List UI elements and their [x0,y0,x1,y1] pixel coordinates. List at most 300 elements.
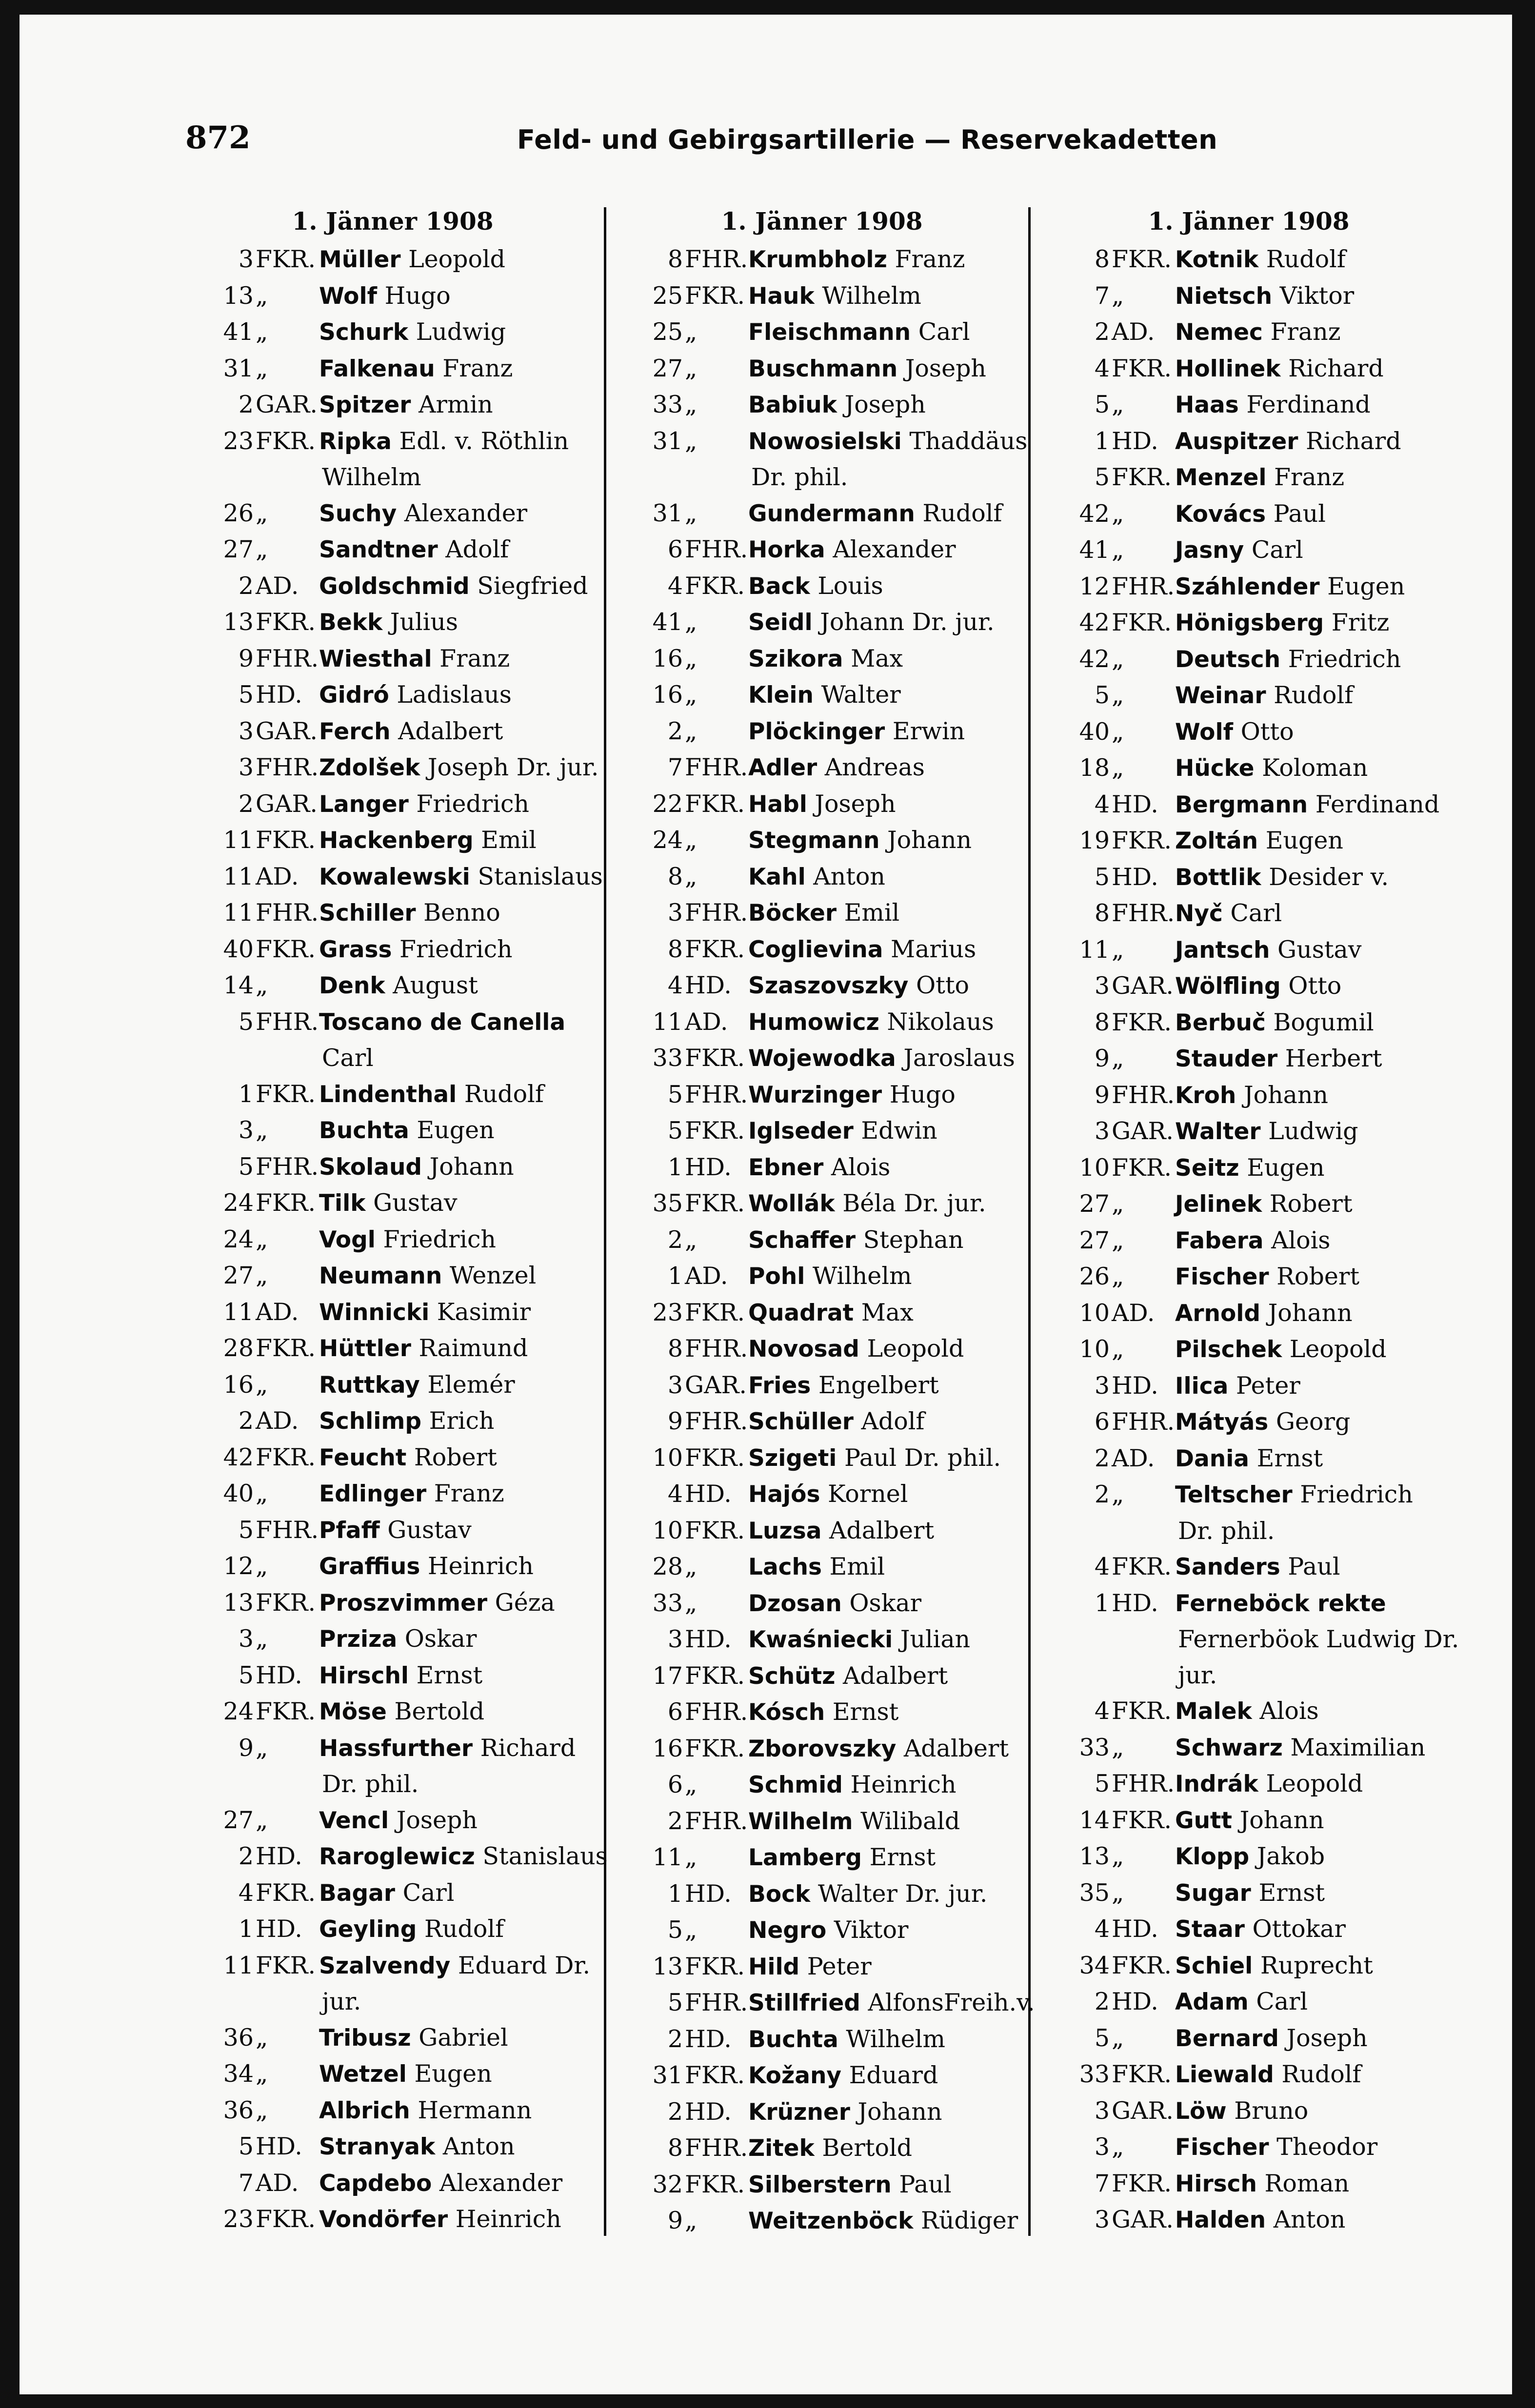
entry-number: 41 [1079,536,1110,564]
entry-unit: „ [1112,281,1124,310]
entry-surname: Geyling [319,1916,417,1943]
entry-number: 5 [238,1152,254,1181]
entry-unit: „ [685,427,698,455]
list-item [180,1367,605,1403]
entry-surname: Gidró [319,682,389,709]
entry-surname: Langer [319,790,409,818]
list-item [180,1585,605,1621]
entry-unit: „ [1112,717,1124,746]
entry-number: 16 [652,681,683,709]
list-item [1037,1150,1461,1186]
entry-number: 5 [1094,681,1110,709]
entry-number: 10 [1079,1335,1110,1363]
entry-unit: FKR. [256,1443,316,1471]
list-item [610,1949,1034,1985]
entry-unit: FHR. [1112,1770,1175,1797]
entry-number: 4 [1094,1553,1110,1580]
entry-surname: Schiel [1175,1952,1253,1979]
entry-continuation: Dr. phil. [1178,1517,1275,1545]
entry-surname: Hirsch [1175,2170,1257,2197]
entry-unit: „ [685,1589,698,1617]
entry-surname: Plöckinger [748,718,885,745]
entry-surname: Stegmann [748,827,880,854]
entry-number: 2 [238,1842,254,1870]
entry-surname: Vondörfer [319,2206,448,2233]
entry-number: 31 [652,2061,683,2089]
entry-unit: FHR. [1112,572,1175,600]
entry-number: 1 [1094,427,1110,455]
entry-surname: Wiesthal [319,645,432,672]
entry-given-name: Leopold [408,245,506,273]
entry-given-name: Erwin [892,717,965,745]
list-item [1037,459,1461,496]
list-item [1037,750,1461,787]
entry-unit: „ [685,1553,698,1580]
list-item [610,895,1034,931]
entry-unit: „ [1112,935,1124,964]
entry-surname: Suchy [319,500,397,527]
entry-number: 16 [652,644,683,672]
entry-given-name: Oskar [404,1625,477,1653]
entry-number: 5 [667,1117,683,1145]
list-item [180,1004,605,1041]
entry-surname: Nemec [1175,319,1263,346]
list-item [610,859,1034,895]
entry-surname: Stauder [1175,1046,1278,1072]
entry-given-name: Edwin [861,1117,937,1145]
entry-surname: Hüttler [319,1335,411,1362]
entry-unit: FKR. [256,245,316,273]
entry-surname: Wetzel [319,2061,407,2088]
list-item [180,1476,605,1512]
entry-given-name: Rudolf [922,499,1002,527]
entry-number: 27 [223,535,254,563]
entry-number: 5 [667,1989,683,2016]
entry-given-name: Joseph [905,354,986,382]
entry-number: 11 [223,826,254,854]
entry-surname: Tilk [319,1190,366,1217]
entry-surname: Back [748,572,810,600]
entry-given-name: Alois [1271,1226,1331,1254]
entry-given-name: Ottokar [1252,1915,1346,1943]
entry-surname: Hollinek [1175,355,1281,382]
entry-surname: Albrich [319,2097,410,2124]
entry-surname: Ebner [748,1154,824,1181]
entry-given-name: Joseph Dr. jur. [427,753,599,781]
entry-surname: Buchta [319,1117,409,1144]
entry-number: 9 [1094,1081,1110,1109]
entry-unit: HD. [256,2132,302,2160]
entry-unit: „ [256,1625,268,1653]
entry-given-name: Heinrich [455,2205,561,2233]
entry-number: 23 [223,427,254,455]
list-item [610,1258,1034,1295]
entry-given-name: Robert [1276,1263,1360,1290]
entry-unit: GAR. [1112,2206,1174,2233]
list-item [610,1295,1034,1331]
entry-number: 14 [223,971,254,999]
entry-given-name: Alexander [833,535,956,563]
entry-number: 12 [1079,572,1110,600]
entry-number: 3 [1094,1371,1110,1400]
list-item [180,750,605,786]
list-item [180,568,605,605]
page-number: 872 [185,119,251,156]
list-item [180,2056,605,2092]
list-item [610,423,1034,460]
entry-surname: Hild [748,1953,800,1980]
entry-unit: FHR. [256,1007,319,1036]
list-item [610,2094,1034,2131]
entry-unit: FKR. [256,1080,316,1108]
entry-surname: Negro [748,1917,827,1944]
entry-unit: HD. [685,1153,732,1181]
list-item [610,786,1034,823]
entry-given-name: Peter [807,1952,872,1980]
entry-given-name: Johann [1239,1806,1324,1834]
entry-surname: Prziza [319,1626,398,1653]
entry-unit: AD. [1112,1299,1155,1327]
entry-given-name: Friedrich [416,790,529,818]
entry-number: 5 [238,681,254,709]
list-item [180,1548,605,1585]
entry-unit: AD. [256,572,299,600]
list-item [180,1512,605,1549]
entry-unit: FKR. [1112,609,1172,636]
entry-given-name: Hermann [418,2096,532,2124]
list-item [610,750,1034,786]
entry-unit: GAR. [256,391,318,418]
entry-number: 10 [652,1443,683,1472]
list-item [610,278,1034,315]
list-item [610,967,1034,1004]
entry-unit: „ [685,862,698,890]
entry-unit: „ [685,318,698,346]
entry-number: 27 [223,1806,254,1834]
page-header [20,15,1512,176]
entry-given-name: Eugen [1327,572,1405,600]
entry-given-name: Otto [1288,972,1342,1000]
entry-number: 31 [652,427,683,455]
list-item [610,931,1034,968]
list-item [610,822,1034,859]
list-item [1037,2093,1461,2130]
entry-surname: Neumann [319,1263,442,1289]
list-item [180,604,605,641]
entry-unit: FHR. [685,1989,748,2016]
entry-unit: FKR. [1112,827,1172,854]
entry-unit: FKR. [685,2061,745,2089]
entry-unit: GAR. [685,1371,747,1399]
entry-surname: Kwaśniecki [748,1626,893,1653]
entry-surname: Vencl [319,1807,389,1834]
entry-surname: Wolf [319,282,378,310]
entry-unit: FKR. [1112,354,1172,382]
entry-given-name: Adalbert [398,717,503,745]
entry-unit: FKR. [685,790,745,818]
entry-given-name: Siegfried [477,572,588,600]
entry-unit: GAR. [1112,972,1174,1000]
entry-surname: Liewald [1175,2061,1274,2088]
entry-number: 19 [1079,827,1110,854]
entry-given-name: Eduard Dr. [458,1951,591,1979]
entry-unit: GAR. [1112,2096,1174,2125]
entry-unit: „ [256,2023,268,2052]
entry-unit: FKR. [685,1734,745,1762]
entry-surname: Gutt [1175,1807,1232,1834]
entry-given-name: Géza [495,1588,555,1617]
entry-unit: FKR. [256,427,316,455]
entry-number: 9 [238,644,254,672]
list-item [1037,314,1461,351]
entry-unit: „ [1112,536,1124,564]
entry-surname: Arnold [1175,1300,1261,1327]
entry-surname: Klein [748,682,814,709]
entry-unit: FHR. [685,2134,748,2162]
entry-given-name: Alois [1259,1697,1319,1725]
entry-given-name: Rüdiger [920,2207,1018,2234]
entry-given-name: Ferdinand [1315,790,1440,818]
list-item [180,278,605,315]
entry-number: 6 [667,1771,683,1798]
entry-number: 8 [667,862,683,890]
entry-continuation: Carl [322,1044,374,1072]
entry-given-name: Nikolaus [887,1007,994,1036]
entry-surname: Staar [1175,1916,1245,1943]
entry-unit: AD. [256,2169,299,2197]
entry-given-name: Theodor [1276,2133,1378,2161]
entry-unit: „ [256,281,268,310]
entry-surname: Hauk [748,282,815,310]
entry-number: 9 [667,2207,683,2234]
entry-surname: Walter [1175,1118,1261,1145]
list-item [1037,895,1461,932]
running-head: Feld- und Gebirgsartillerie — Reservekadetten [517,124,1218,155]
entry-unit: „ [1112,1733,1124,1761]
entry-surname: Graffius [319,1553,420,1580]
list-item [180,351,605,387]
list-item [610,1222,1034,1259]
entry-given-name: Marius [891,935,977,963]
entry-number: 33 [652,391,683,418]
list-item [610,1077,1034,1113]
entry-surname: Bergmann [1175,791,1308,818]
entry-surname: Sanders [1175,1554,1280,1580]
entry-surname: Seitz [1175,1154,1239,1182]
entry-given-name: Friedrich [383,1225,496,1253]
entry-surname: Kahl [748,863,806,890]
entry-number: 2 [1094,1988,1110,2015]
entry-surname: Nyč [1175,900,1223,927]
entry-number: 16 [652,1734,683,1762]
entry-given-name: Rudolf [464,1080,544,1108]
entry-surname: Winnicki [319,1299,430,1326]
entry-unit: HD. [1112,427,1158,455]
entry-given-name: Joseph [844,391,926,418]
entry-surname: Klopp [1175,1843,1250,1870]
entry-given-name: Gabriel [419,2023,508,2052]
entry-surname: Adler [748,754,817,781]
entry-given-name: Eugen [1247,1153,1325,1182]
entry-unit: „ [1112,2133,1124,2161]
entry-number: 2 [667,2025,683,2053]
entry-surname: Halden [1175,2207,1266,2233]
list-item [1037,1875,1461,1912]
entry-given-name: Adalbert [843,1661,948,1690]
entry-given-name: Leopold [1289,1335,1387,1363]
list-item [180,895,605,931]
list-item [610,1839,1034,1876]
entry-unit: HD. [1112,863,1158,891]
entry-unit: „ [685,2207,698,2234]
entry-surname: Dzosan [748,1590,842,1617]
entry-number: 9 [1094,1045,1110,1072]
list-item [1037,1838,1461,1875]
entry-number: 35 [1079,1878,1110,1907]
entry-number: 27 [223,1262,254,1289]
entry-unit: FHR. [685,535,748,563]
entry-surname: Ripka [319,428,392,455]
entry-unit: HD. [256,1915,302,1943]
entry-number: 14 [1079,1806,1110,1834]
entry-given-name: Ernst [1256,1444,1323,1472]
entry-given-name: Heinrich [850,1771,957,1798]
entry-unit: „ [256,1552,268,1580]
column-title: 1. Jänner 1908 [721,207,923,236]
entry-unit: FHR. [685,899,748,927]
list-item [1037,1005,1461,1041]
entry-surname: Mátyás [1175,1409,1269,1436]
list-item [1037,1186,1461,1223]
entry-surname: Kovács [1175,500,1266,528]
column-3 [1037,202,1461,2238]
list-item [610,532,1034,568]
entry-number: 23 [652,1298,683,1326]
list-item [610,1440,1034,1477]
entry-number: 8 [667,935,683,963]
entry-given-name: Otto [916,971,970,999]
entry-unit: FKR. [256,826,316,854]
entry-number: 1 [667,1879,683,1908]
entry-number: 3 [1094,2096,1110,2125]
entry-given-name: Julius [390,608,459,636]
entry-number: 18 [1079,754,1110,782]
entry-given-name: Carl [402,1878,455,1907]
entry-unit: GAR. [1112,1117,1174,1145]
entry-given-name: Anton [813,862,885,890]
entry-surname: Kósch [748,1699,825,1726]
entry-unit: HD. [685,2097,732,2126]
entry-unit: FKR. [1112,2169,1172,2197]
entry-given-name: Paul Dr. phil. [844,1443,1001,1472]
entry-surname: Schaffer [748,1226,856,1254]
entry-given-name: Koloman [1262,754,1368,782]
entry-number: 3 [1094,972,1110,1000]
entry-unit: „ [1112,681,1124,709]
entry-number: 34 [1079,1951,1110,1979]
entry-list [180,241,608,2238]
entry-unit: GAR. [256,790,318,818]
entry-unit: FKR. [685,1298,745,1326]
entry-surname: Szigeti [748,1444,837,1472]
entry-surname: Menzel [1175,464,1267,491]
entry-surname: Fleischmann [748,319,911,346]
entry-number: 28 [223,1334,254,1362]
entry-unit: FKR. [685,1661,745,1690]
entry-number: 31 [223,354,254,382]
list-item [610,1331,1034,1367]
entry-unit: „ [1112,2024,1124,2052]
entry-given-name: Johann [1268,1299,1353,1327]
entry-given-name: Heinrich [427,1552,534,1580]
entry-number: 6 [667,535,683,563]
entry-surname: Fries [748,1372,811,1399]
entry-unit: FHR. [1112,899,1175,927]
entry-surname: Pohl [748,1263,805,1290]
entry-given-name: Roman [1264,2169,1350,2197]
list-item [1037,241,1461,278]
entry-given-name: AlfonsFreih.v. [868,1989,1035,2016]
list-item [1037,1404,1461,1441]
entry-given-name: Hugo [384,281,451,310]
entry-unit: „ [256,1734,268,1762]
list-item [610,604,1034,641]
entry-unit: AD. [256,1407,299,1435]
entry-number: 9 [238,1734,254,1762]
entry-given-name: Friedrich [1288,645,1401,673]
entry-surname: Szikora [748,645,843,672]
entry-surname: Schurk [319,319,409,346]
entry-given-name: Paul [1273,499,1326,528]
list-item [610,677,1034,713]
entry-number: 42 [223,1443,254,1471]
entry-surname: Luzsa [748,1517,822,1544]
entry-surname: Babiuk [748,392,837,418]
entry-surname: Müller [319,246,401,273]
entry-continuation: jur. [1178,1661,1217,1689]
entry-number: 3 [238,245,254,273]
list-item [610,1767,1034,1803]
list-item [180,713,605,750]
list-item [1037,532,1461,569]
list-item [1037,1549,1461,1585]
entry-surname: Schlimp [319,1408,422,1435]
entry-surname: Nietsch [1175,282,1273,310]
entry-unit: FHR. [256,899,319,927]
entry-surname: Fischer [1175,2134,1269,2161]
list-item [1037,2056,1461,2093]
entry-surname: Stranyak [319,2133,436,2160]
entry-given-name: Kasimir [437,1298,531,1326]
list-item [1037,496,1461,533]
entry-surname: Pilschek [1175,1336,1282,1363]
entry-number: 8 [667,2134,683,2162]
entry-given-name: Julian [900,1625,971,1653]
list-item [1037,641,1461,678]
entry-given-name: Maximilian [1290,1733,1426,1761]
entry-given-name: Friedrich [1300,1480,1413,1508]
entry-given-name: Elemér [427,1370,515,1399]
entry-number: 4 [238,1878,254,1907]
entry-unit: FHR. [1112,1408,1175,1436]
entry-given-name: Jaroslaus [903,1044,1015,1072]
entry-unit: „ [256,2096,268,2124]
entry-number: 6 [1094,1408,1110,1436]
list-item [1037,1077,1461,1114]
entry-unit: „ [256,1480,268,1507]
entry-unit: FHR. [685,753,748,781]
entry-given-name: Stanislaus [478,862,603,890]
